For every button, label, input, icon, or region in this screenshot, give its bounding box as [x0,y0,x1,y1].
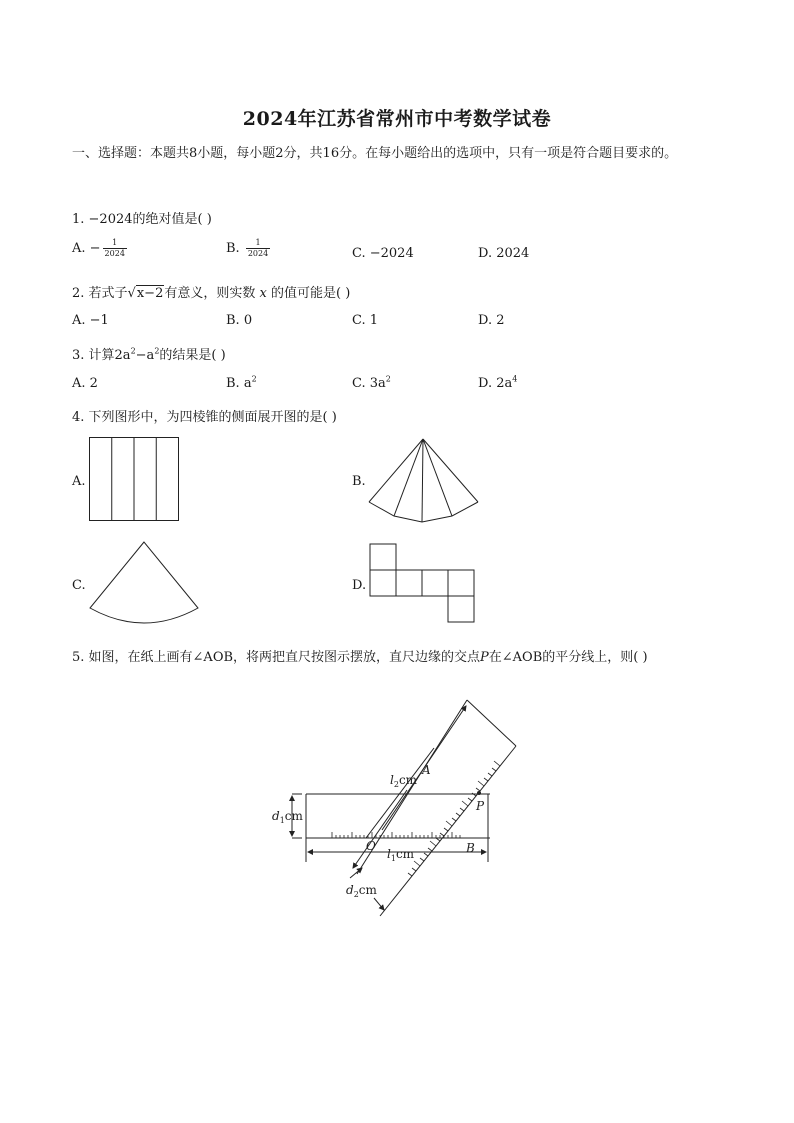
q1-option-a-prefix: A. − [72,241,101,256]
q4-option-a-label[interactable]: A. [72,474,86,489]
q3-option-b[interactable] [226,376,257,391]
q4-option-d-label[interactable]: D. [352,578,367,593]
q3-c-exponent: 2 [385,374,391,384]
q4-figure-a-four-rectangles[interactable] [88,436,182,524]
q5-stem-pre: 5. 如图，在纸上画有∠AOB，将两把直尺按图示摆放，直尺边缘的交点 [72,650,481,665]
q2-option-c[interactable]: C. 1 [352,313,379,328]
q1-option-d[interactable]: D. 2024 [478,246,530,261]
question-1-stem: 1. −2024的绝对值是( ) [72,212,212,227]
q4-figure-b-five-triangles[interactable] [366,436,484,526]
q1-option-a[interactable] [72,238,127,259]
q4-figure-c-sector[interactable] [86,538,202,628]
q3-d-exponent: 4 [512,374,518,384]
d1-label: $d_1cm$ [272,809,303,825]
point-a-label: A [422,763,431,777]
question-3-stem [72,344,226,363]
point-o-label: O [366,839,376,853]
page-title: 2024年江苏省常州市中考数学试卷 [242,108,552,130]
q2-stem-mid: 有意义，则实数 [164,286,256,301]
q2-option-b[interactable]: B. 0 [226,313,253,328]
q4-option-c-label[interactable]: C. [72,578,86,593]
q2-variable: x [259,286,267,301]
q3-exponent-1: 2 [130,346,136,356]
q3-b-base: B. a [226,376,252,391]
q3-b-exponent: 2 [251,374,257,384]
q5-ruler-figure [262,690,532,922]
q1-b-numerator: 1 [246,238,270,249]
q2-option-a[interactable]: A. −1 [72,313,109,328]
q4-option-b-label[interactable]: B. [352,474,366,489]
q1-a-numerator: 1 [103,238,127,249]
section-1-desc: 本题共8小题，每小题2分，共16分。在每小题给出的选项中，只有一项是符合题目要求的。 [150,146,678,161]
q5-variable: P [480,650,489,665]
l1-label: $l_1cm$ [387,847,415,863]
q3-d-base: D. 2a [478,376,513,391]
point-p-label: P [476,799,485,813]
q1-b-denominator: 2024 [247,249,269,258]
point-b-label: B [466,841,475,855]
q2-radicand: x−2 [136,286,164,301]
d2-label: $d_2cm$ [346,883,377,899]
q1-option-c[interactable]: C. −2024 [352,246,414,261]
q3-stem-post: 的结果是( ) [159,348,226,363]
question-2-stem [72,282,350,301]
q1-option-b-prefix: B. [226,241,244,256]
q2-stem-pre: 2. 若式子 [72,286,128,301]
q3-stem-mid: −a [135,348,155,363]
q1-option-a-fraction [103,238,127,259]
q1-option-b[interactable] [226,238,270,259]
q3-option-d[interactable] [478,376,517,391]
q5-stem-post: 在∠AOB的平分线上，则( ) [488,650,648,665]
q3-option-a[interactable]: A. 2 [72,376,98,391]
q1-a-denominator: 2024 [104,249,125,258]
question-5-stem [72,646,648,665]
question-4-stem: 4. 下列图形中，为四棱锥的侧面展开图的是( ) [72,410,337,425]
q2-stem-post: 的值可能是( ) [270,286,351,301]
q1-option-b-fraction [246,238,270,259]
q3-option-c[interactable] [352,376,391,391]
q3-stem-pre: 3. 计算2a [72,348,131,363]
l2-label: $l_2cm$ [390,773,418,789]
slanted-ruler-top-end [467,700,516,746]
q3-exponent-2: 2 [154,346,160,356]
q2-option-d[interactable]: D. 2 [478,313,505,328]
q4-figure-d-net[interactable] [368,542,478,626]
sqrt-symbol: √ [127,286,136,301]
q3-c-base: C. 3a [352,376,386,391]
section-1-instructions [72,138,732,169]
section-1-head: 一、选择题： [72,146,151,161]
